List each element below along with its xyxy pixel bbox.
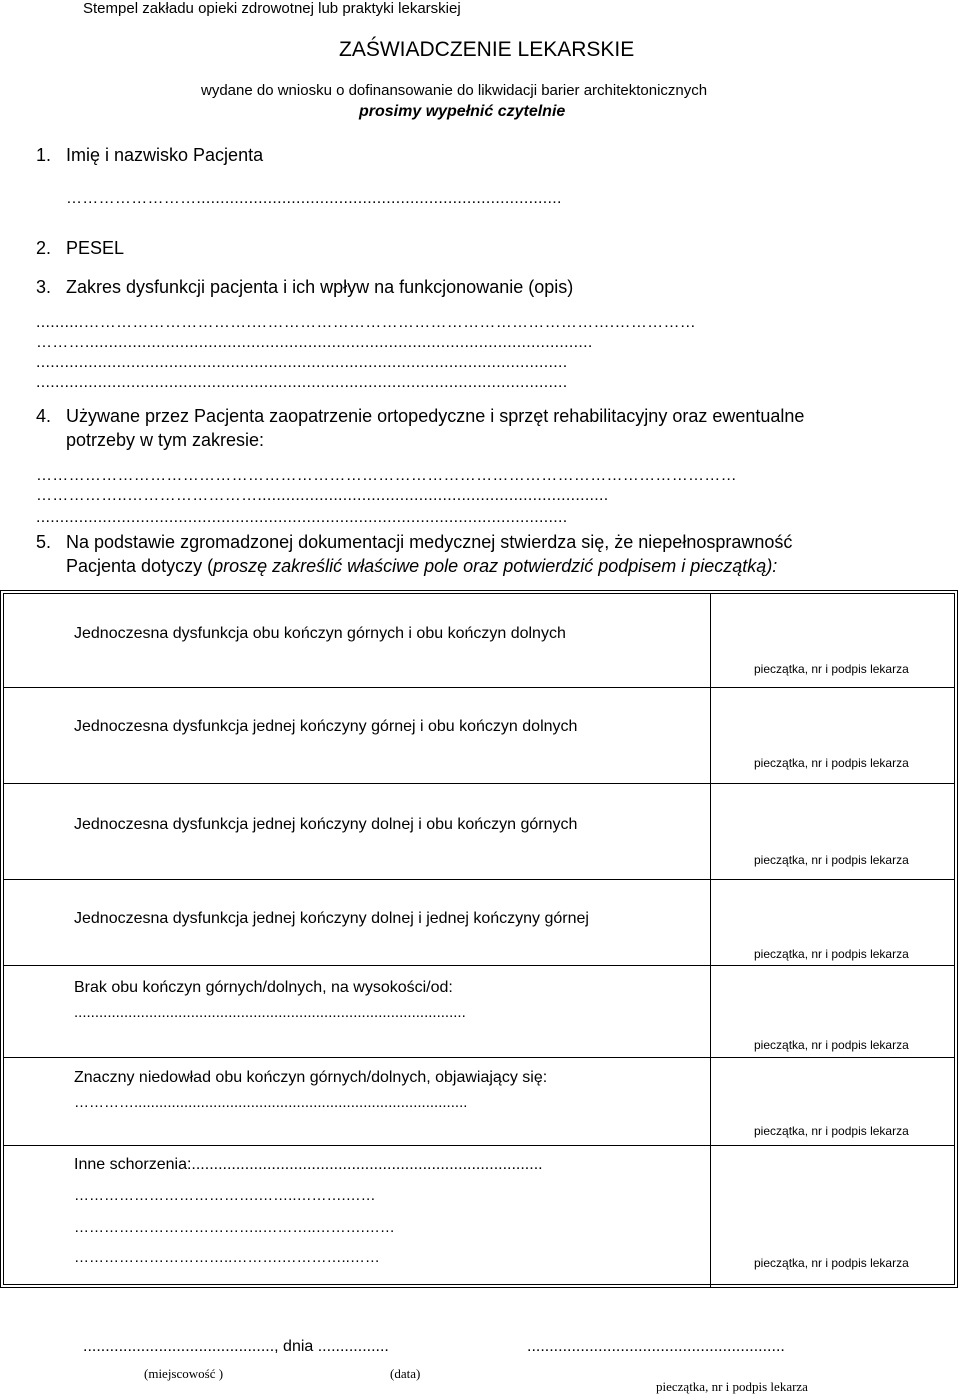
table-row[interactable] [4, 966, 954, 1058]
table-row[interactable] [4, 1058, 954, 1146]
section-5-line-1: Na podstawie zgromadzonej dokumentacji medycznej stwierdza się, że niepełnosprawność [66, 532, 793, 552]
doctor-stamp-label: pieczątka, nr i podpis lekarza [754, 1124, 909, 1138]
other-conditions-line[interactable]: …………………………..……….…………..…… [74, 1249, 380, 1266]
doctor-stamp-label: pieczątka, nr i podpis lekarza [754, 947, 909, 961]
row-label: Brak obu kończyn górnych/dolnych, na wysokości/od: [74, 979, 453, 996]
row-divider [710, 880, 711, 965]
section-2-heading [36, 238, 124, 259]
row-label: Jednoczesna dysfunkcja jednej kończyny dolnej i jednej kończyny górnej [74, 910, 589, 927]
row-label: Inne schorzenia:............................................................................... [74, 1156, 543, 1173]
document-subtitle: wydane do wniosku o dofinansowanie do likwidacji barier architektonicznych [201, 82, 708, 99]
dysfunction-description-line[interactable]: ................................................................................................................ [36, 354, 568, 371]
place-date-field[interactable]: ..........................................., dnia ................ [83, 1338, 389, 1355]
date-label: (data) [390, 1366, 421, 1381]
place-label: (miejscowość ) [144, 1366, 224, 1381]
section-2-number: 2. [36, 238, 52, 258]
section-5-heading [36, 532, 792, 553]
section-5-number: 5. [36, 532, 52, 552]
document-title: ZAŚWIADCZENIE LEKARSKIE [339, 38, 635, 61]
doctor-stamp-label: pieczątka, nr i podpis lekarza [754, 1256, 909, 1270]
table-row[interactable] [4, 880, 954, 966]
doctor-stamp-label: pieczątka, nr i podpis lekarza [754, 1038, 909, 1052]
row-divider [710, 1146, 711, 1288]
other-conditions-line[interactable]: ……………………………….……..……….…… [74, 1187, 376, 1204]
section-4-label-line-2: potrzeby w tym zakresie: [66, 430, 265, 450]
orthopedic-equipment-line[interactable]: ................................................................................................................ [36, 509, 568, 526]
table-row[interactable] [4, 1146, 954, 1288]
disability-type-table-inner [3, 593, 955, 1285]
other-conditions-line[interactable]: ………………………………..………..……….…… [74, 1219, 395, 1236]
row-divider [710, 594, 711, 687]
amputation-level-field[interactable]: .............................................................................................. [74, 1004, 466, 1021]
section-1-number: 1. [36, 145, 52, 165]
doctor-stamp-label: pieczątka, nr i podpis lekarza [754, 662, 909, 676]
dysfunction-description-line[interactable]: ………........................................................................................................... [36, 334, 593, 351]
dysfunction-description-line[interactable]: ..........………………………….………………………………………………………….…………… [36, 314, 697, 331]
dysfunction-description-line[interactable]: ................................................................................................................ [36, 374, 568, 391]
paresis-symptoms-field[interactable]: …………................................................................................ [74, 1094, 468, 1111]
section-2-label: PESEL [66, 238, 125, 258]
section-4-heading [36, 406, 804, 427]
table-row[interactable] [4, 594, 954, 688]
table-row[interactable] [4, 784, 954, 880]
row-label: Jednoczesna dysfunkcja jednej kończyny górnej i obu kończyn dolnych [74, 718, 578, 735]
section-5-line-2 [66, 556, 777, 577]
row-divider [710, 1058, 711, 1145]
section-1-label: Imię i nazwisko Pacjenta [66, 145, 264, 165]
doctor-stamp-label: pieczątka, nr i podpis lekarza [754, 756, 909, 770]
stamp-header-label: Stempel zakładu opieki zdrowotnej lub praktyki lekarskiej [83, 0, 461, 17]
row-label: Jednoczesna dysfunkcja obu kończyn górnych i obu kończyn dolnych [74, 625, 566, 642]
section-5-line-2-normal: Pacjenta dotyczy ( [66, 556, 214, 576]
section-3-heading [36, 277, 573, 298]
signature-field[interactable]: .......................................................... [527, 1338, 785, 1355]
fill-instruction-note: prosimy wypełnić czytelnie [359, 103, 566, 120]
section-4-number: 4. [36, 406, 52, 426]
table-row[interactable] [4, 688, 954, 784]
section-3-number: 3. [36, 277, 52, 297]
row-label: Znaczny niedowład obu kończyn górnych/dolnych, objawiający się: [74, 1069, 548, 1086]
section-5-line-2-italic: proszę zakreślić właściwe pole oraz potwierdzić podpisem i pieczątką): [213, 556, 778, 576]
row-divider [710, 688, 711, 783]
orthopedic-equipment-line[interactable]: ………………………………………………………………………………………………………………… [36, 467, 737, 484]
section-3-label: Zakres dysfunkcji pacjenta i ich wpływ na funkcjonowanie (opis) [66, 277, 574, 297]
footer-signature-label: pieczątka, nr i podpis lekarza [656, 1379, 808, 1394]
orthopedic-equipment-line[interactable]: ……………..…………………….......................................................................... [36, 487, 609, 504]
disability-type-table [0, 590, 958, 1288]
row-label: Jednoczesna dysfunkcja jednej kończyny dolnej i obu kończyn górnych [74, 816, 578, 833]
doctor-stamp-label: pieczątka, nr i podpis lekarza [754, 853, 909, 867]
section-1-heading [36, 145, 263, 166]
row-divider [710, 966, 711, 1057]
row-divider [710, 784, 711, 879]
section-4-label-line-1: Używane przez Pacjenta zaopatrzenie ortopedyczne i sprzęt rehabilitacyjny oraz ewentualne [66, 406, 805, 426]
patient-name-field[interactable]: ……………………............................................................................. [66, 190, 562, 207]
